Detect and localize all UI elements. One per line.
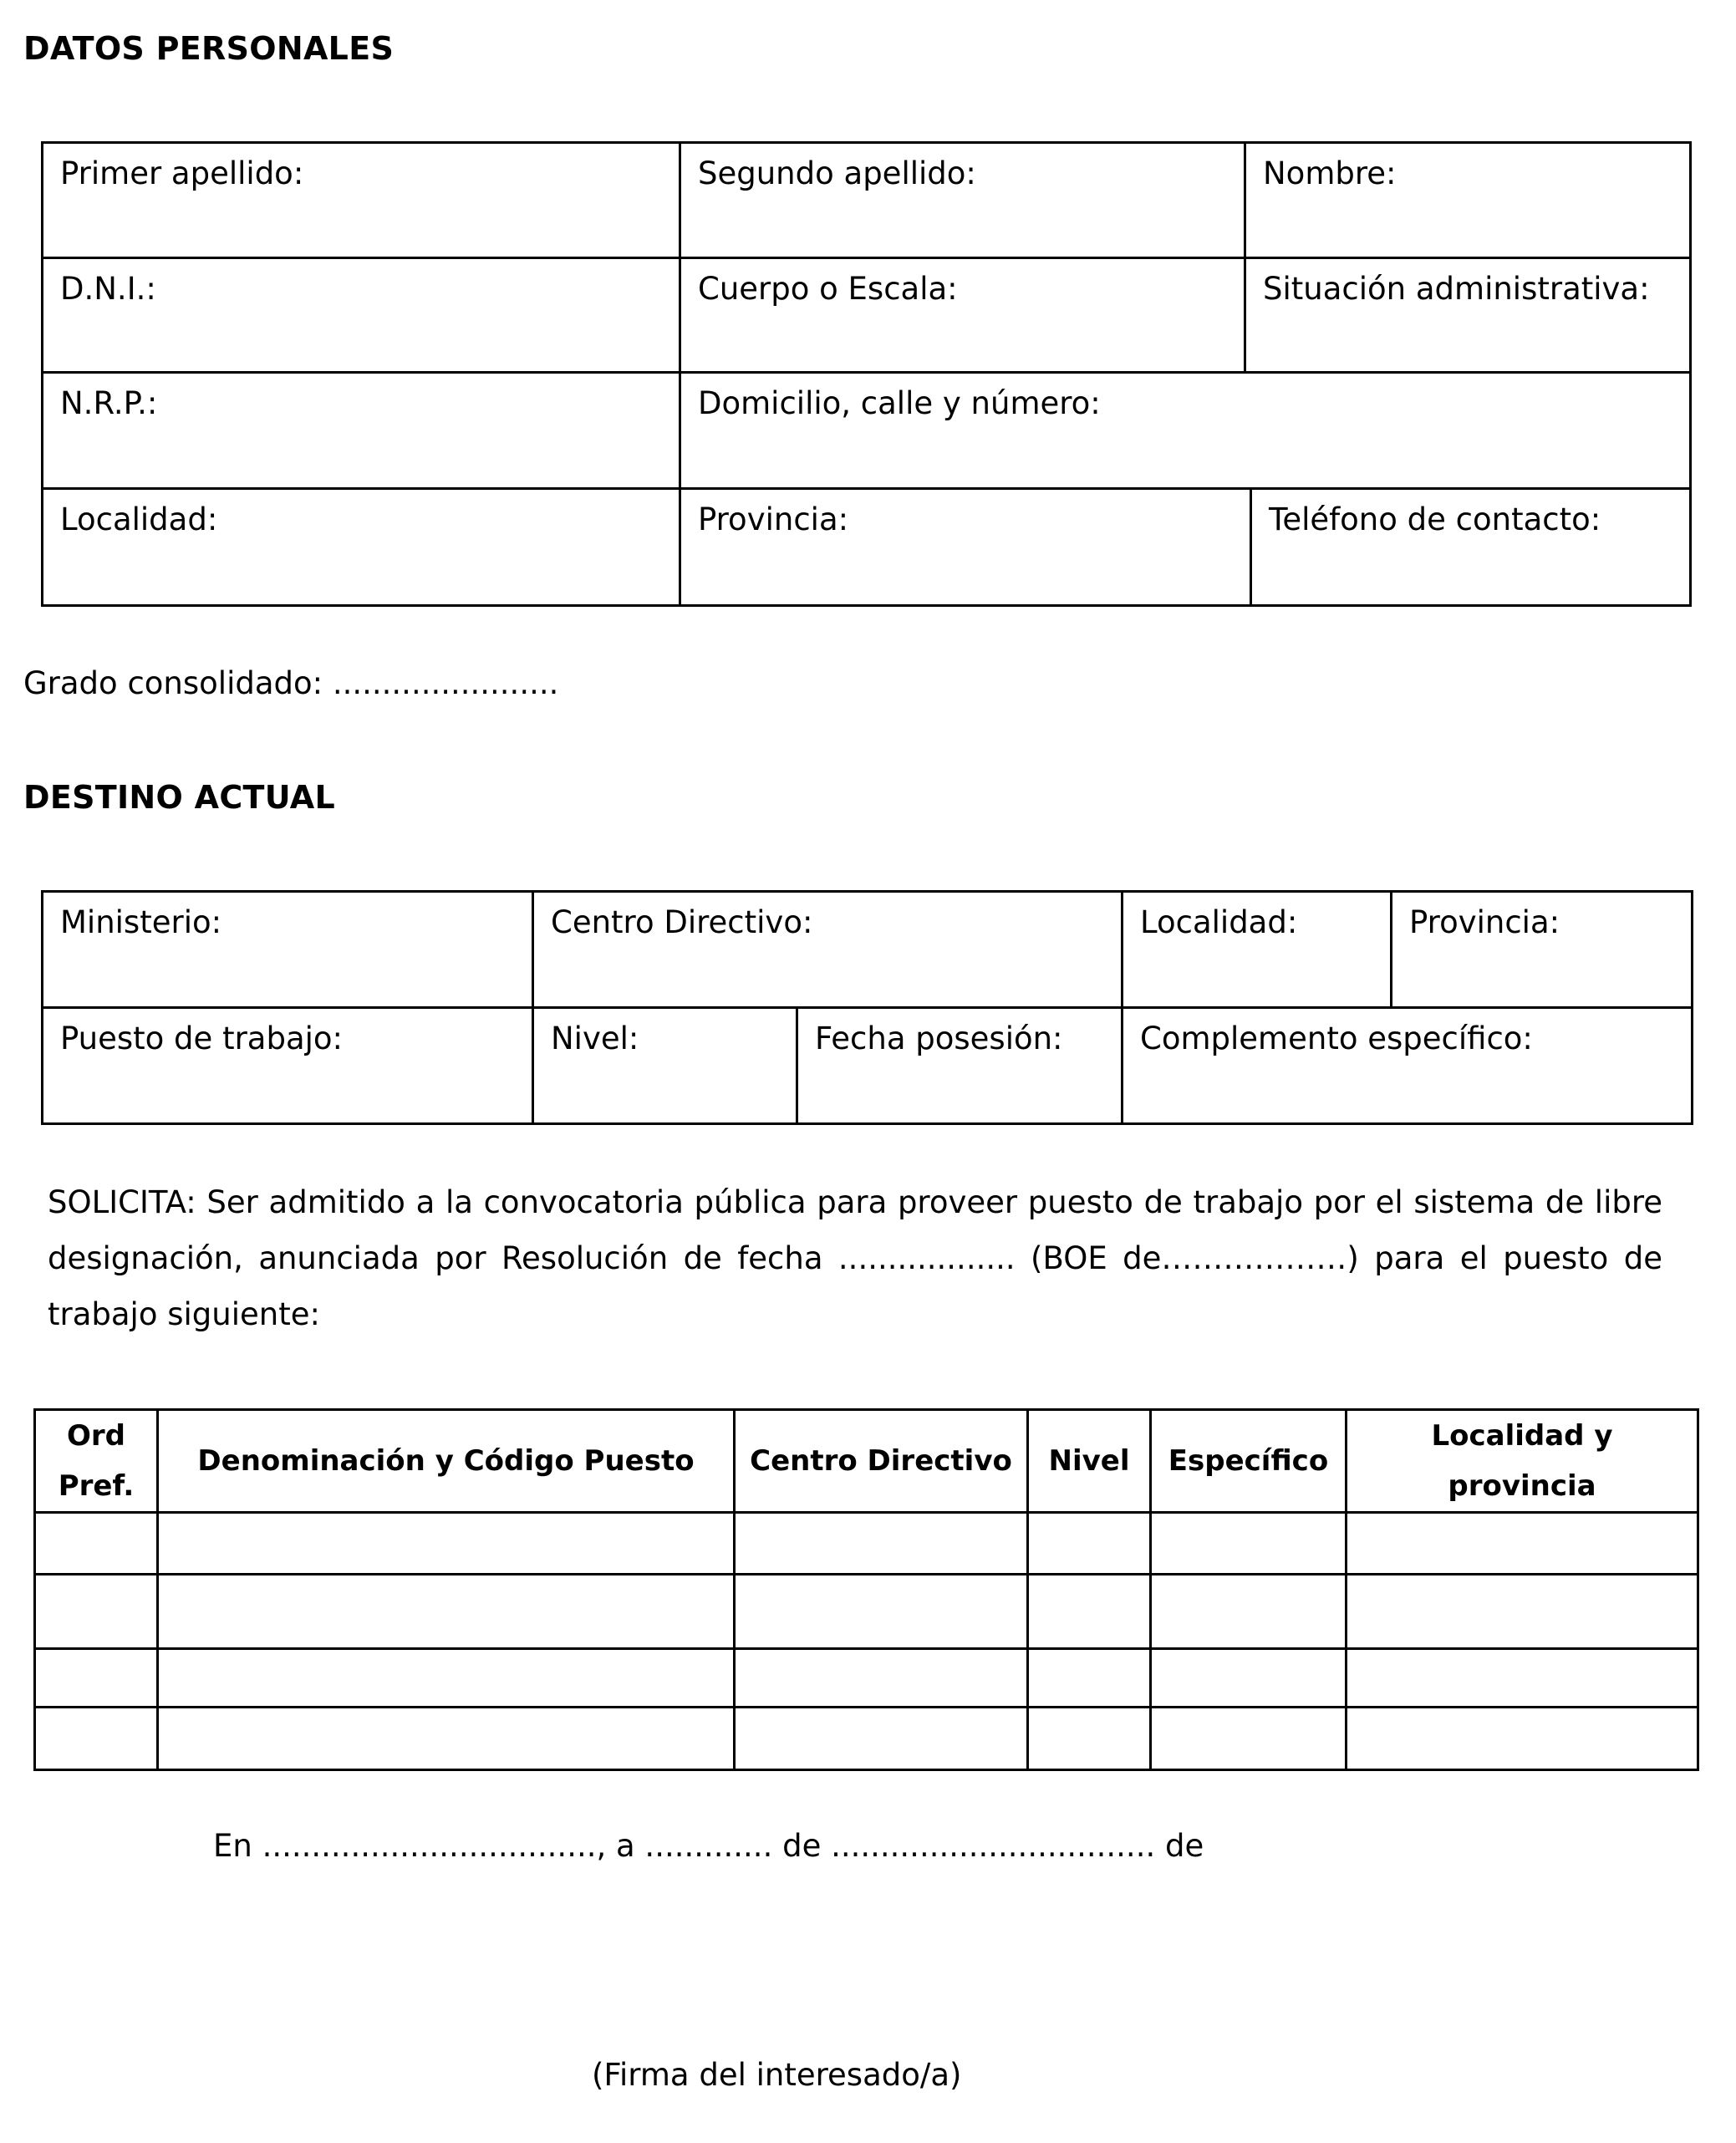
solicita-line-2: designación, anunciada por Resolución de fecha .................. (BOE de………………) para el puesto de xyxy=(48,1240,1662,1276)
nombre-label: Nombre: xyxy=(1263,155,1397,191)
table-row xyxy=(35,1513,1698,1575)
puesto-trabajo-field[interactable] xyxy=(43,1008,533,1124)
header-ord-pref xyxy=(35,1410,158,1513)
table-cell[interactable] xyxy=(35,1575,158,1649)
table-cell[interactable] xyxy=(1347,1708,1698,1770)
table-cell[interactable] xyxy=(158,1575,735,1649)
preferences-header-row xyxy=(35,1410,1698,1513)
primer-apellido-label: Primer apellido: xyxy=(60,155,304,191)
situacion-administrativa-field[interactable] xyxy=(1245,258,1691,373)
table-cell[interactable] xyxy=(158,1513,735,1575)
table-cell[interactable] xyxy=(1151,1708,1347,1770)
centro-directivo-field[interactable] xyxy=(533,892,1123,1008)
table-cell[interactable] xyxy=(158,1708,735,1770)
solicita-line-3: trabajo siguiente: xyxy=(48,1296,320,1332)
table-row xyxy=(35,1575,1698,1649)
header-nivel: Nivel xyxy=(1028,1410,1151,1513)
destino-provincia-label: Provincia: xyxy=(1409,904,1560,940)
complemento-especifico-label: Complemento específico: xyxy=(1140,1021,1533,1056)
table-cell[interactable] xyxy=(158,1649,735,1708)
provincia-label: Provincia: xyxy=(698,501,849,537)
provincia-field[interactable] xyxy=(680,489,1251,606)
nivel-field[interactable] xyxy=(533,1008,797,1124)
table-cell[interactable] xyxy=(1151,1513,1347,1575)
signature-label: (Firma del interesado/a) xyxy=(592,2057,962,2093)
header-localidad-line1: Localidad y xyxy=(1431,1419,1613,1453)
dni-label: D.N.I.: xyxy=(60,271,156,307)
segundo-apellido-field[interactable] xyxy=(680,143,1245,258)
table-cell[interactable] xyxy=(1028,1708,1151,1770)
destino-provincia-field[interactable] xyxy=(1392,892,1693,1008)
header-localidad-provincia xyxy=(1347,1410,1698,1513)
nrp-label: N.R.P.: xyxy=(60,385,158,421)
cuerpo-escala-field[interactable] xyxy=(680,258,1245,373)
table-cell[interactable] xyxy=(1347,1575,1698,1649)
fecha-posesion-field[interactable] xyxy=(797,1008,1123,1124)
table-cell[interactable] xyxy=(1028,1649,1151,1708)
puesto-trabajo-label: Puesto de trabajo: xyxy=(60,1021,344,1056)
domicilio-field[interactable] xyxy=(680,373,1691,489)
header-especifico: Específico xyxy=(1151,1410,1347,1513)
nombre-field[interactable] xyxy=(1245,143,1691,258)
destino-localidad-field[interactable] xyxy=(1123,892,1392,1008)
table-cell[interactable] xyxy=(1347,1649,1698,1708)
table-cell[interactable] xyxy=(1347,1513,1698,1575)
table-cell[interactable] xyxy=(1028,1575,1151,1649)
localidad-field[interactable] xyxy=(43,489,680,606)
destino-localidad-label: Localidad: xyxy=(1140,904,1298,940)
localidad-label: Localidad: xyxy=(60,501,218,537)
section-heading-destino-actual: DESTINO ACTUAL xyxy=(23,779,335,816)
section-heading-datos-personales: DATOS PERSONALES xyxy=(23,30,395,67)
table-cell[interactable] xyxy=(735,1649,1028,1708)
primer-apellido-field[interactable] xyxy=(43,143,680,258)
header-centro-directivo: Centro Directivo xyxy=(735,1410,1028,1513)
table-row xyxy=(35,1708,1698,1770)
table-cell[interactable] xyxy=(35,1708,158,1770)
fecha-posesion-label: Fecha posesión: xyxy=(815,1021,1063,1056)
preferences-table xyxy=(33,1408,1699,1771)
table-cell[interactable] xyxy=(735,1575,1028,1649)
cuerpo-escala-label: Cuerpo o Escala: xyxy=(698,271,958,307)
header-localidad-line2: provincia xyxy=(1448,1469,1596,1503)
centro-directivo-label: Centro Directivo: xyxy=(551,904,813,940)
table-cell[interactable] xyxy=(735,1708,1028,1770)
solicita-paragraph xyxy=(48,1174,1662,1342)
table-cell[interactable] xyxy=(35,1649,158,1708)
grado-consolidado: Grado consolidado: ....................... xyxy=(23,665,559,701)
current-post-table xyxy=(41,890,1693,1125)
domicilio-label: Domicilio, calle y número: xyxy=(698,385,1101,421)
place-date-line: En .................................., a ............. de ................................. de xyxy=(213,1828,1204,1864)
ministerio-field[interactable] xyxy=(43,892,533,1008)
table-cell[interactable] xyxy=(1151,1575,1347,1649)
solicita-line-1: SOLICITA: Ser admitido a la convocatoria pública para proveer puesto de trabajo por el sistema de libre xyxy=(48,1184,1662,1220)
table-cell[interactable] xyxy=(735,1513,1028,1575)
table-cell[interactable] xyxy=(1151,1649,1347,1708)
header-ord-line1: Ord xyxy=(66,1419,125,1453)
nivel-label: Nivel: xyxy=(551,1021,639,1056)
telefono-field[interactable] xyxy=(1251,489,1691,606)
ministerio-label: Ministerio: xyxy=(60,904,222,940)
personal-data-table xyxy=(41,141,1692,607)
telefono-label: Teléfono de contacto: xyxy=(1269,501,1601,537)
nrp-field[interactable] xyxy=(43,373,680,489)
segundo-apellido-label: Segundo apellido: xyxy=(698,155,976,191)
table-cell[interactable] xyxy=(35,1513,158,1575)
situacion-administrativa-label: Situación administrativa: xyxy=(1263,271,1650,307)
dni-field[interactable] xyxy=(43,258,680,373)
table-row xyxy=(35,1649,1698,1708)
header-denominacion: Denominación y Código Puesto xyxy=(158,1410,735,1513)
table-cell[interactable] xyxy=(1028,1513,1151,1575)
header-ord-line2: Pref. xyxy=(58,1469,135,1503)
complemento-especifico-field[interactable] xyxy=(1123,1008,1693,1124)
